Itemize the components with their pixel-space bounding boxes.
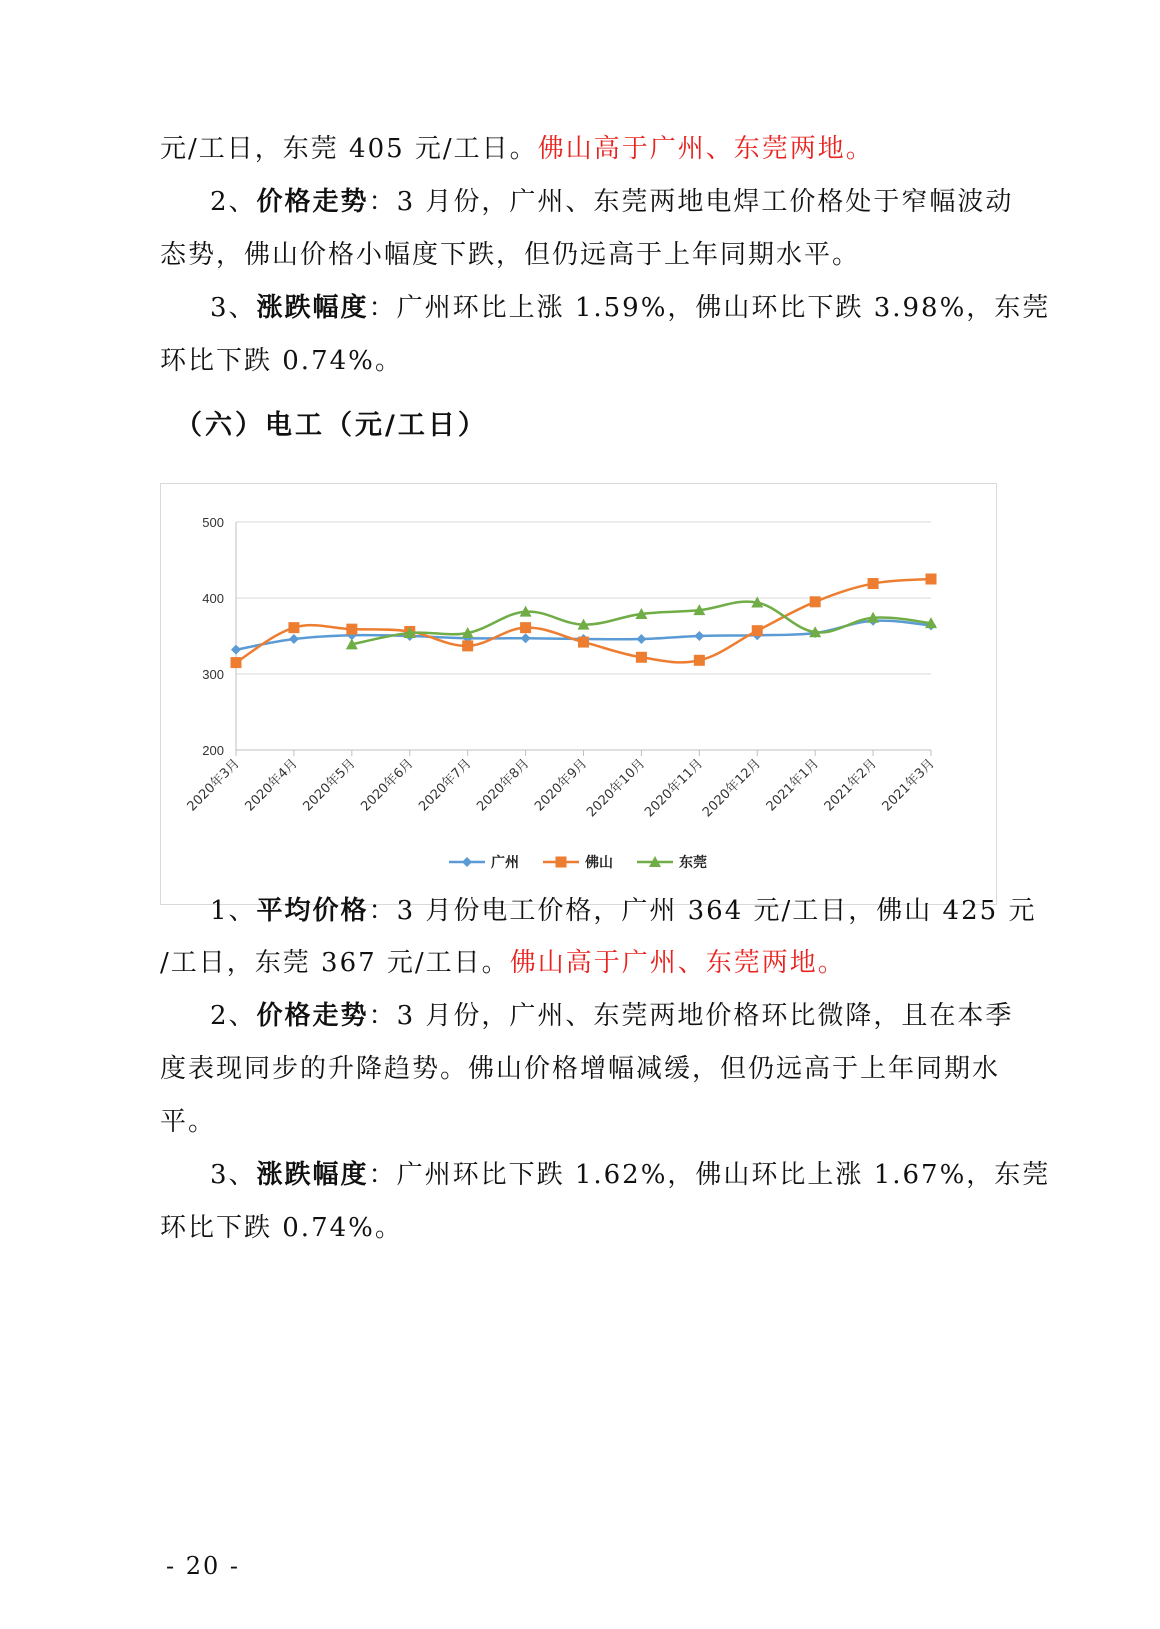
data-point bbox=[231, 657, 242, 668]
legend-marker bbox=[462, 857, 472, 867]
item-number: 2、 bbox=[210, 187, 257, 217]
x-tick-label: 2020年7月 bbox=[416, 756, 475, 815]
item-number: 2、 bbox=[210, 1001, 257, 1031]
highlight-text: 佛山高于广州、东莞两地。 bbox=[537, 134, 874, 164]
x-tick-label: 2020年8月 bbox=[474, 756, 533, 815]
x-tick-label: 2021年1月 bbox=[763, 756, 822, 815]
item-number: 3、 bbox=[210, 293, 257, 323]
paragraph-line: 度表现同步的升降趋势。佛山价格增幅减缓，但仍远高于上年同期水 bbox=[160, 1054, 1001, 1084]
x-tick-label: 2020年12月 bbox=[699, 756, 765, 821]
legend-label: 佛山 bbox=[585, 855, 613, 871]
chart-svg bbox=[161, 484, 996, 904]
highlight-text: 佛山高于广州、东莞两地。 bbox=[509, 948, 846, 978]
y-tick-label: 400 bbox=[202, 591, 224, 606]
paragraph-text: ：广州环比下跌 1.62%，佛山环比上涨 1.67%，东莞 bbox=[368, 1160, 1051, 1190]
item-label: 涨跌幅度 bbox=[256, 293, 369, 323]
data-point bbox=[578, 637, 589, 648]
data-point bbox=[521, 633, 531, 643]
item-label: 平均价格 bbox=[256, 896, 369, 926]
x-tick-label: 2020年9月 bbox=[532, 756, 591, 815]
data-point bbox=[346, 624, 357, 635]
data-point bbox=[868, 578, 879, 589]
paragraph-text: ：3 月份电工价格，广州 364 元/工日，佛山 425 元 bbox=[368, 896, 1037, 926]
data-point bbox=[636, 652, 647, 663]
paragraph-text: ：广州环比上涨 1.59%，佛山环比下跌 3.98%，东莞 bbox=[368, 293, 1051, 323]
data-point bbox=[288, 622, 299, 633]
legend-label: 广州 bbox=[491, 855, 519, 871]
paragraph-text: /工日，东莞 367 元/工日。 bbox=[160, 948, 510, 978]
paragraph-line bbox=[210, 287, 1050, 324]
x-tick-label: 2021年2月 bbox=[821, 756, 880, 815]
data-point bbox=[694, 655, 705, 666]
paragraph-line bbox=[210, 995, 1013, 1032]
x-tick-label: 2020年4月 bbox=[242, 756, 301, 815]
y-tick-label: 300 bbox=[202, 667, 224, 682]
paragraph-line: 平。 bbox=[160, 1107, 217, 1137]
data-point bbox=[694, 631, 704, 641]
legend-marker bbox=[556, 857, 567, 868]
item-label: 涨跌幅度 bbox=[256, 1160, 369, 1190]
x-tick-label: 2021年3月 bbox=[879, 756, 938, 815]
data-point bbox=[636, 634, 646, 644]
paragraph-line bbox=[210, 181, 1013, 218]
paragraph-text: 元/工日，东莞 405 元/工日。 bbox=[160, 134, 538, 164]
data-point bbox=[520, 622, 531, 633]
data-point bbox=[752, 625, 763, 636]
item-label: 价格走势 bbox=[256, 1001, 369, 1031]
data-point bbox=[231, 645, 241, 655]
x-tick-label: 2020年5月 bbox=[300, 756, 359, 815]
paragraph-line: 环比下跌 0.74%。 bbox=[160, 1213, 403, 1243]
data-point bbox=[289, 634, 299, 644]
x-tick-label: 2020年6月 bbox=[358, 756, 417, 815]
x-tick-label: 2020年11月 bbox=[642, 756, 707, 821]
page-number: - 20 - bbox=[166, 1552, 241, 1580]
y-tick-label: 500 bbox=[202, 515, 224, 530]
data-point bbox=[462, 640, 473, 651]
item-label: 价格走势 bbox=[256, 187, 369, 217]
paragraph-line bbox=[210, 890, 1036, 927]
data-point bbox=[810, 596, 821, 607]
legend-label: 东莞 bbox=[679, 855, 707, 871]
item-number: 1、 bbox=[210, 896, 257, 926]
item-number: 3、 bbox=[210, 1160, 257, 1190]
paragraph-line: 环比下跌 0.74%。 bbox=[160, 346, 403, 376]
paragraph-text: ：3 月份，广州、东莞两地电焊工价格处于窄幅波动 bbox=[368, 187, 1014, 217]
data-point bbox=[926, 574, 937, 585]
paragraph-text: ：3 月份，广州、东莞两地价格环比微降，且在本季 bbox=[368, 1001, 1014, 1031]
section-heading: （六）电工（元/工日） bbox=[175, 410, 488, 441]
line-chart bbox=[160, 483, 997, 905]
x-tick-label: 2020年10月 bbox=[584, 756, 649, 821]
paragraph-line bbox=[210, 1154, 1050, 1191]
x-tick-label: 2020年3月 bbox=[184, 756, 243, 815]
paragraph-line: 态势，佛山价格小幅度下跌，但仍远高于上年同期水平。 bbox=[160, 240, 861, 270]
paragraph-line bbox=[160, 942, 846, 979]
y-tick-label: 200 bbox=[202, 743, 224, 758]
paragraph-line bbox=[160, 128, 874, 165]
